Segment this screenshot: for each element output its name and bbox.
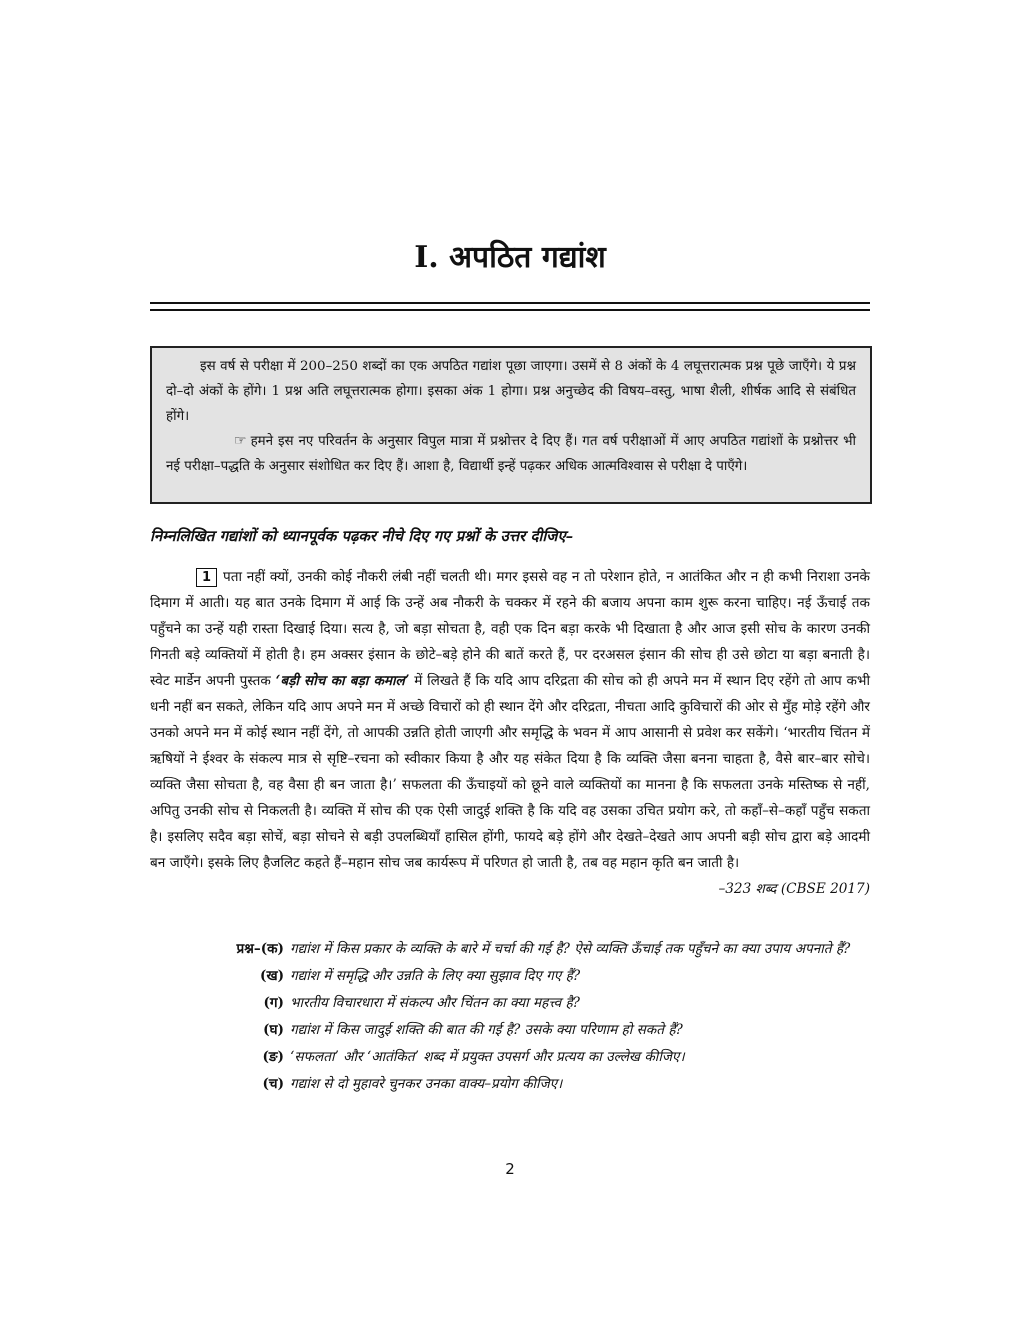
question-text: भारतीय विचारधारा में संकल्प और चिंतन का क्या महत्त्व है? [290,995,580,1011]
question-label: (च) [262,1076,284,1092]
question-item [196,992,870,1015]
question-item [196,1073,870,1096]
question-text: गद्यांश में किस प्रकार के व्यक्ति के बारे में चर्चा की गई है? ऐसे व्यक्ति ऊँचाई तक पहुँचने का क्या उपाय अपनाते हैं? [290,941,851,957]
question-item [196,938,870,961]
notice-paragraph-2 [166,429,856,479]
question-text: गद्यांश में समृद्धि और उन्नति के लिए क्या सुझाव दिए गए हैं? [290,968,581,984]
passage-text-part1: पता नहीं क्यों, उनकी कोई नौकरी लंबी नहीं चलती थी। मगर इससे वह न तो परेशान होते, न आतंकित और न ही कभी निराशा उनके दिमाग में आती। यह बात उनके दिमाग में आई कि उन्हें अब नौकरी के चक्कर में रहने की बजाय अपना काम शुरू करना चाहिए। नई ऊँचाई तक पहुँचने का उन्हें यही रास्ता दिखाई दिया। सत्य है, जो बड़ा सोचता है, वही एक दिन बड़ा करके भी दिखाता है और आज इसी सोच के कारण उनकी गिनती बड़े व्यक्तियों में होती है। हम अक्सर इंसान के छोटे–बड़े होने की बातें करते हैं, पर दरअसल इंसान की सोच ही उसे छोटा या बड़ा बनाती है। स्वेट मार्डेन अपनी पुस्तक [150,569,870,689]
question-item [196,1019,870,1042]
passage [150,564,870,902]
question-list [196,938,870,1100]
passage-text-part2: में लिखते हैं कि यदि आप दरिद्रता की सोच को ही अपने मन में स्थान दिए रहेंगे तो आप कभी धनी नहीं बन सकते, लेकिन यदि आप अपने मन में अच्छे विचारों को ही स्थान देंगे और दरिद्रता, नीचता आदि कुविचारों की ओर से मुँह मोड़े रहेंगे और उनको अपने मन में कोई स्थान नहीं देंगे, तो आपकी उन्नति होती जाएगी और समृद्धि के भवन में आप आसानी से प्रवेश कर सकेंगे। ‘भारतीय चिंतन में ऋषियों ने ईश्वर के संकल्प मात्र से सृष्टि–रचना को स्वीकार किया है और यह संकेत दिया है कि व्यक्ति जैसा बनना चाहता है, वैसे बार–बार सोचे। व्यक्ति जैसा सोचता है, वह वैसा ही बन जाता है।’ सफलता की ऊँचाइयों को छूने वाले व्यक्तियों का मानना है कि सफलता उनके मस्तिष्क से नहीं, अपितु उनकी सोच से निकलती है। व्यक्ति में सोच की एक ऐसी जादुई शक्ति है कि यदि वह उसका उचित प्रयोग करे, तो कहाँ–से–कहाँ पहुँच सकता है। इसलिए सदैव बड़ा सोचें, बड़ा सोचने से बड़ी उपलब्धियाँ हासिल होंगी, फायदे बड़े होंगे और देखते–देखते आप अपनी बड़ी सोच द्वारा बड़े आदमी बन जाएँगे। इसके लिए हैजलिट कहते हैं–महान सोच जब कार्यरूप में परिणत हो जाती है, तब वह महान कृति बन जाती है। [150,673,870,871]
question-item [196,965,870,988]
question-label: प्रश्न–(क) [236,941,284,957]
notice-box [150,346,872,504]
page-number: 2 [505,1160,515,1178]
book-title: ‘बड़ी सोच का बड़ा कमाल’ [275,673,410,689]
passage-source: –323 शब्द (CBSE 2017) [718,881,870,897]
notice-paragraph-1: इस वर्ष से परीक्षा में 200–250 शब्दों का एक अपठित गद्यांश पूछा जाएगा। उसमें से 8 अंकों के 4 लघूत्तरात्मक प्रश्न पूछे जाएँगे। ये प्रश्न दो–दो अंकों के होंगे। 1 प्रश्न अति लघूत्तरात्मक होगा। इसका अंक 1 होगा। प्रश्न अनुच्छेद की विषय–वस्तु, भाषा शैली, शीर्षक आदि से संबंधित होंगे। [166,359,856,424]
instruction-heading: निम्नलिखित गद्यांशों को ध्यानपूर्वक पढ़कर नीचे दिए गए प्रश्नों के उत्तर दीजिए– [150,527,574,545]
question-label: (ङ) [262,1049,284,1065]
question-label: (ख) [260,968,284,984]
passage-number-badge: 1 [196,568,217,587]
question-text: गद्यांश से दो मुहावरे चुनकर उनका वाक्य–प्रयोग कीजिए। [290,1076,563,1092]
question-text: ‘सफलता’ और ‘आतंकित’ शब्द में प्रयुक्त उपसर्ग और प्रत्यय का उल्लेख कीजिए। [290,1049,685,1065]
question-text: गद्यांश में किस जादुई शक्ति की बात की गई है? उसके क्या परिणाम हो सकते हैं? [290,1022,683,1038]
title-rule-top [150,302,870,304]
title-rule-bottom [150,309,870,311]
page-title: I. अपठित गद्यांश [414,240,606,275]
notice-paragraph-2-text: हमने इस नए परिवर्तन के अनुसार विपुल मात्रा में प्रश्नोत्तर दे दिए हैं। गत वर्ष परीक्षाओं में आए अपठित गद्यांशों के प्रश्नोत्तर भी नई परीक्षा–पद्धति के अनुसार संशोधित कर दिए हैं। आशा है, विद्यार्थी इन्हें पढ़कर अधिक आत्मविश्वास से परीक्षा दे पाएँगे। [166,434,856,474]
question-item [196,1046,870,1069]
pointing-hand-icon: ☞ [234,433,247,449]
question-label: (ग) [263,995,284,1011]
question-label: (घ) [263,1022,284,1038]
